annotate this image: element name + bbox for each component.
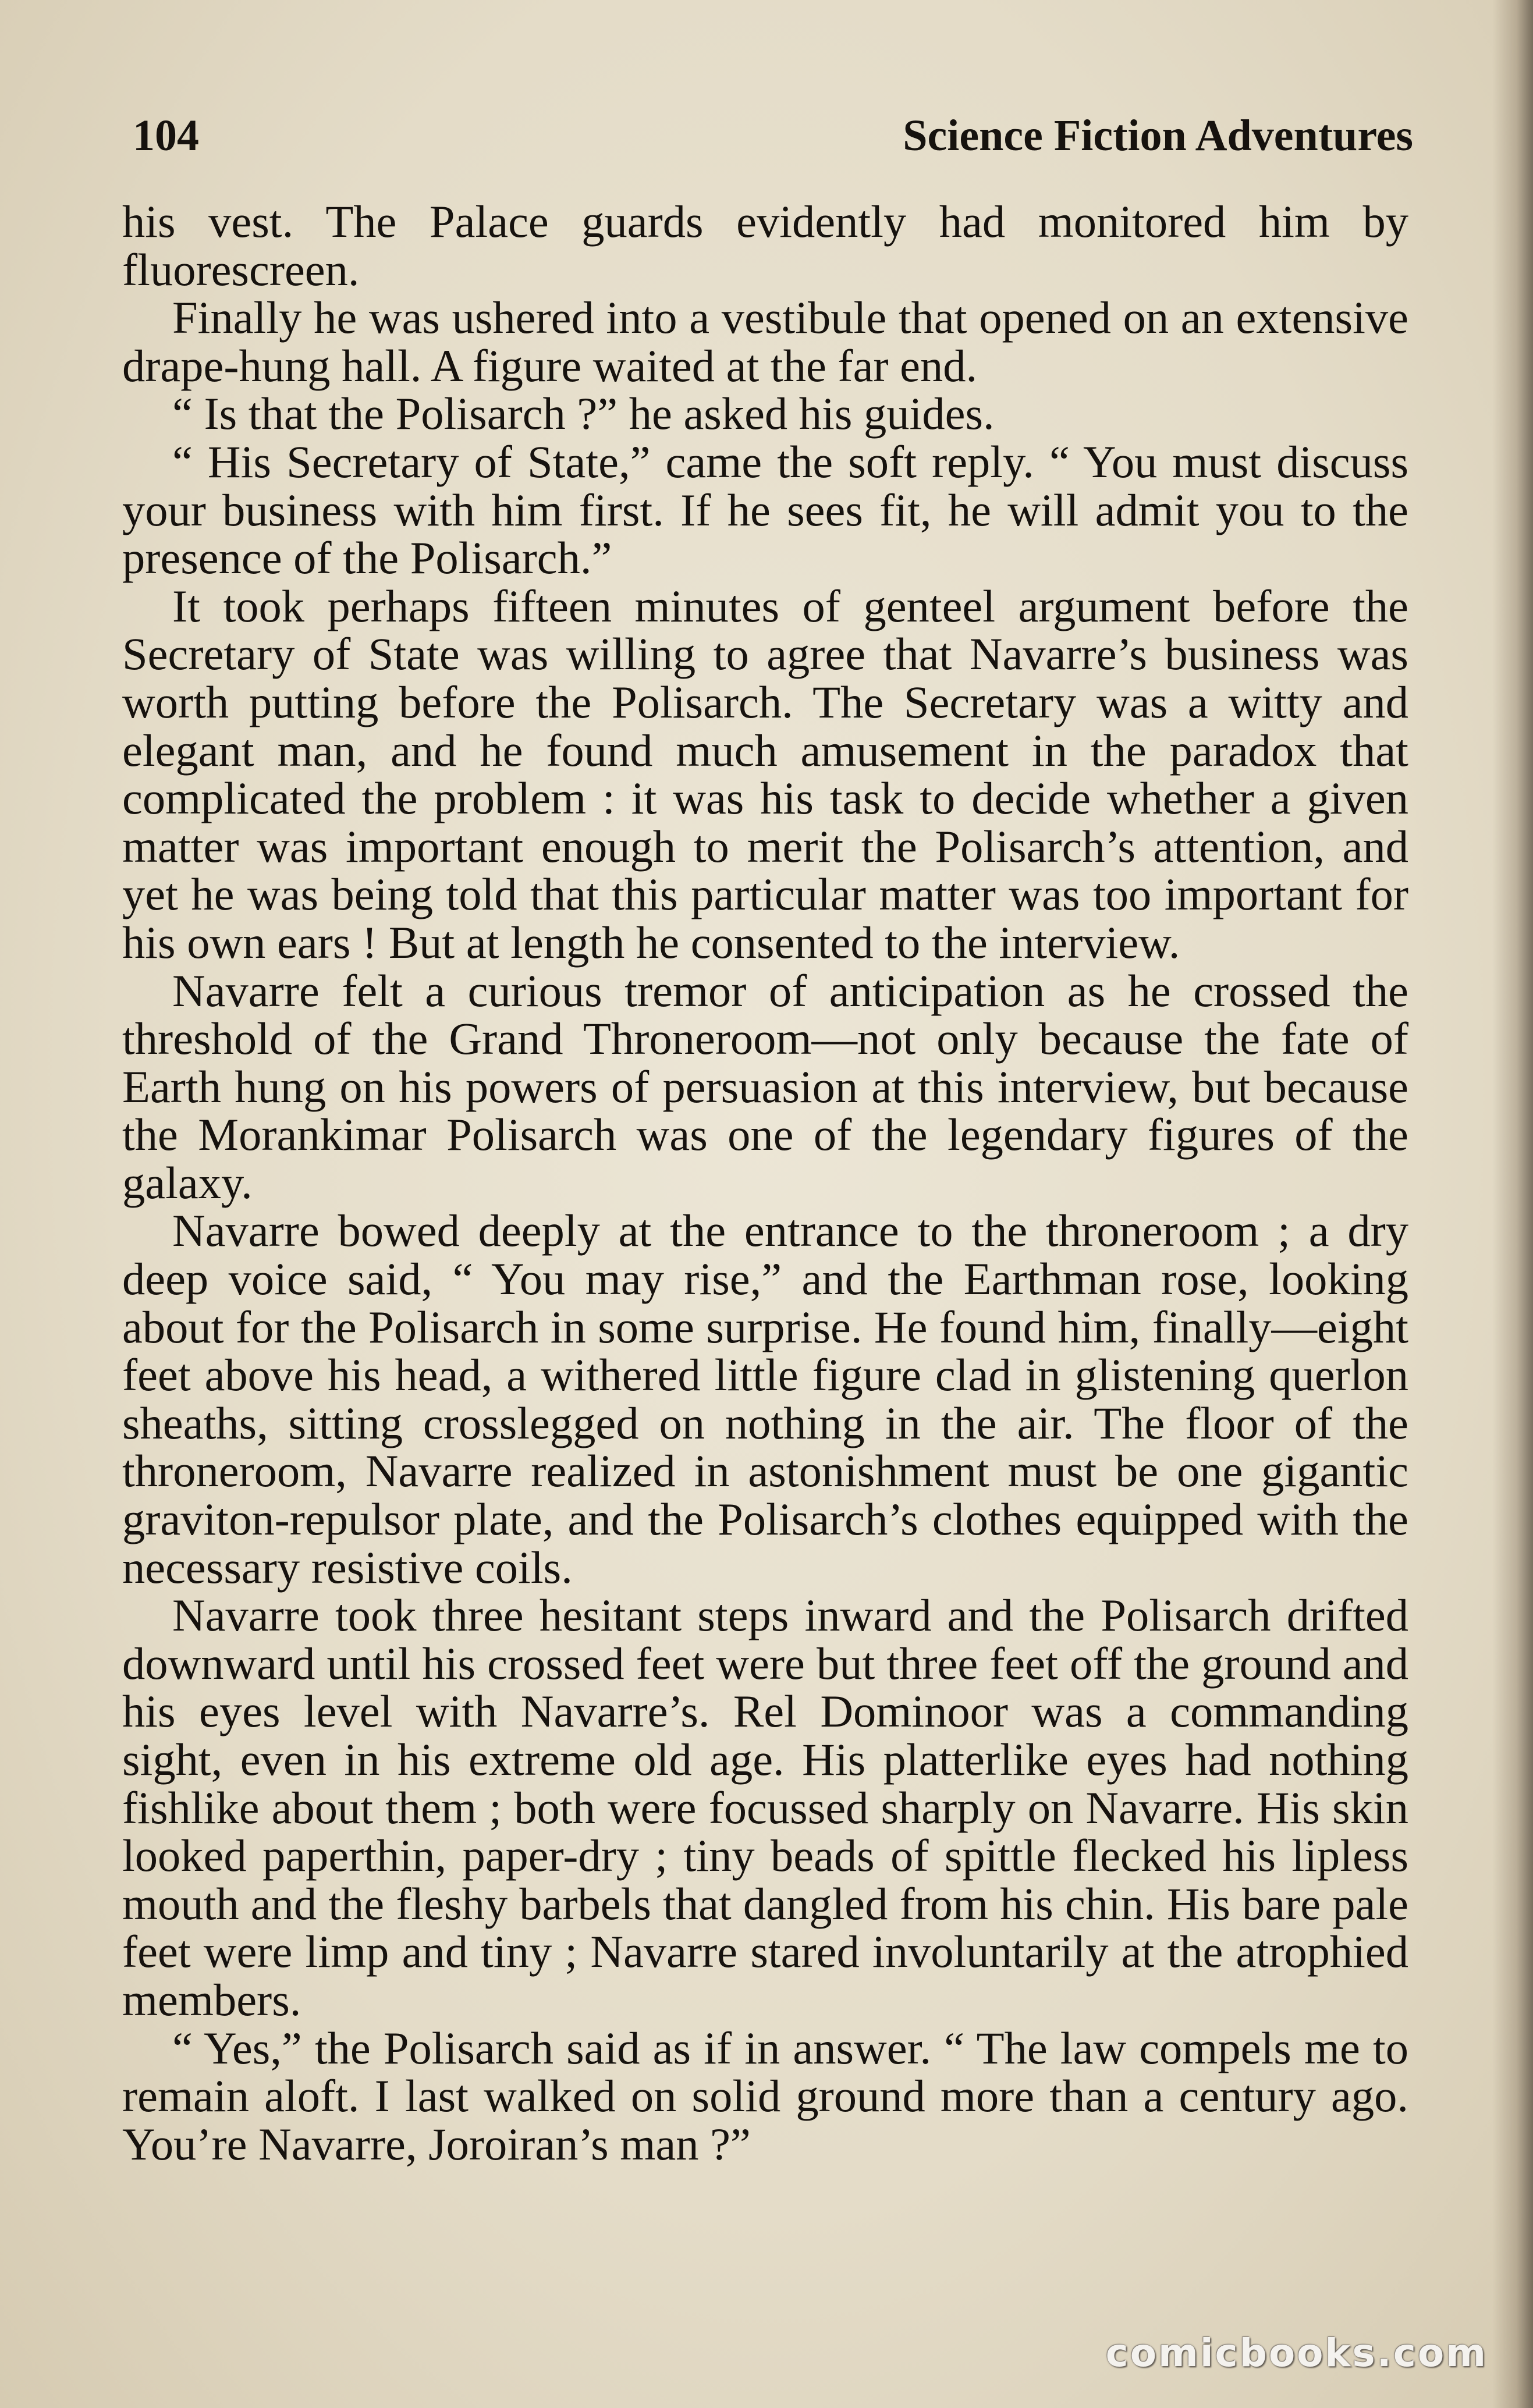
running-head: Science Fiction Adventures — [903, 111, 1413, 160]
paragraph: his vest. The Palace guards evidently had monitored him by fluorescreen. — [122, 196, 1408, 295]
paragraph: Navarre felt a curious tremor of anticipation as he crossed the threshold of the Grand Throneroom—not only because the fate of Earth hung on his powers of persuasion at this interview, but because the Morankimar Polisarch was one of the legendary figures of the galaxy. — [122, 965, 1408, 1208]
paragraph: “ Is that the Polisarch ?” he asked his guides. — [172, 388, 995, 439]
paragraph: Finally he was ushered into a vestibule that opened on an extensive drape-hung hall. A figure waited at the far end. — [122, 292, 1408, 391]
watermark: comicbooks.com — [1105, 2331, 1488, 2375]
paragraph: It took perhaps fifteen minutes of genteel argument before the Secretary of State was willing to agree that Navarre’s business was worth putting before the Polisarch. The Secretary was a witty and elegant man, and he found much amusement in the paradox that complicated the problem : it was his task to decide whether a given matter was important enough to merit the Polisarch’s attention, and yet he was being told that this particular matter was too important for his own ears ! But at length he consented to the interview. — [122, 580, 1408, 968]
page-number: 104 — [133, 111, 199, 160]
paragraph: Navarre took three hesitant steps inward and the Polisarch drifted downward until his crossed feet were but three feet off the ground and his eyes level with Navarre’s. Rel Dominoor was a commanding sight, even in his extreme old age. His platterlike eyes had nothing fishlike about them ; both were focussed sharply on Navarre. His skin looked paperthin, paper-dry ; tiny beads of spittle flecked his lipless mouth and the fleshy barbels that dangled from his chin. His bare pale feet were limp and tiny ; Navarre stared involuntarily at the atrophied members. — [122, 1590, 1408, 2025]
paragraph: “ His Secretary of State,” came the soft reply. “ You must discuss your business with him first. If he sees fit, he will admit you to the presence of the Polisarch.” — [122, 436, 1408, 584]
paragraph: Navarre bowed deeply at the entrance to the throneroom ; a dry deep voice said, “ You may rise,” and the Earthman rose, looking about for the Polisarch in some surprise. He found him, finally—eight feet above his head, a withered little figure clad in glistening querlon sheaths, sitting crosslegged on nothing in the air. The floor of the throneroom, Navarre realized in astonishment must be one gigantic graviton-repulsor plate, and the Polisarch’s clothes equipped with the necessary resistive coils. — [122, 1205, 1408, 1593]
body-text — [122, 198, 1408, 2168]
page-edge-shadow — [1492, 0, 1533, 2408]
paragraph: “ Yes,” the Polisarch said as if in answer. “ The law compels me to remain aloft. I last walked on solid ground more than a century ago. You’re Navarre, Joroiran’s man ?” — [122, 2022, 1408, 2169]
page-header — [133, 104, 1413, 168]
